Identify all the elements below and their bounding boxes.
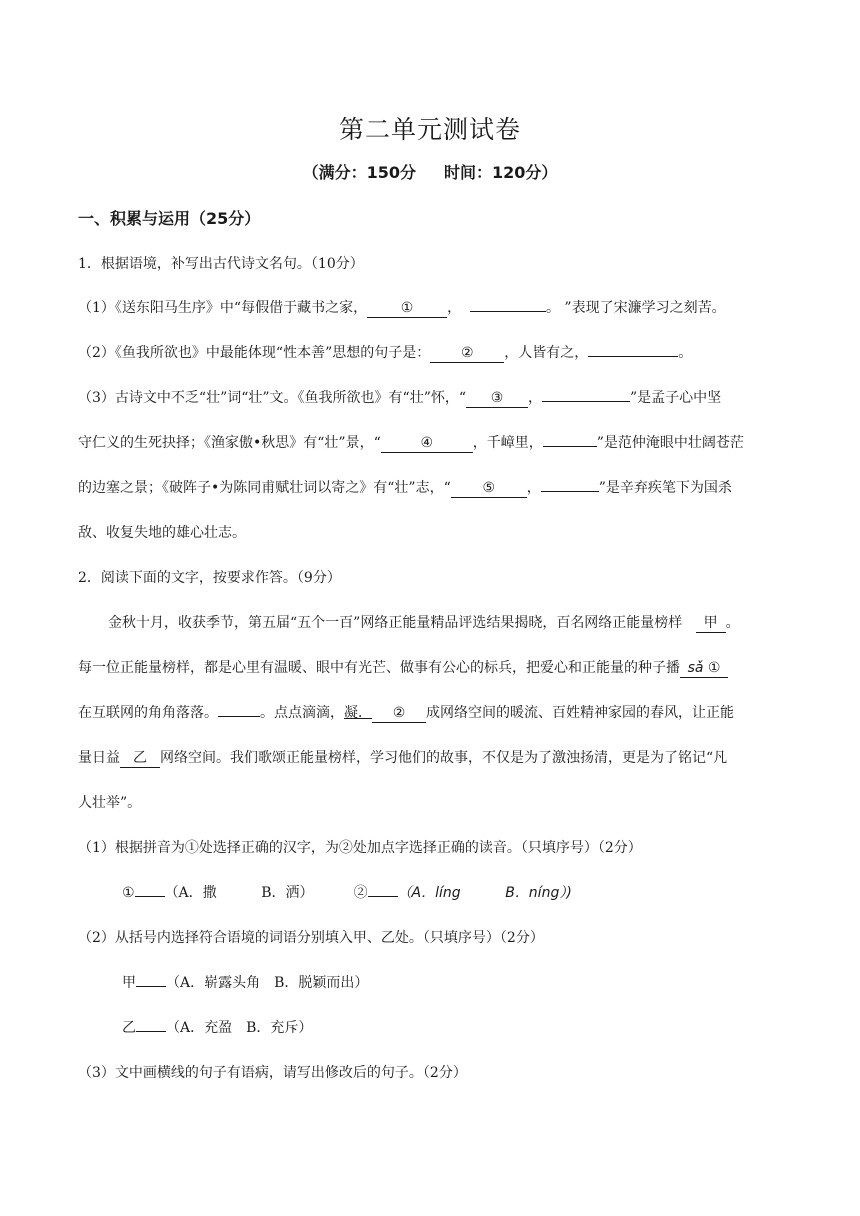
answer-blank-jia[interactable]: 甲 [696,615,726,633]
passage-line4: 量日益 乙 网络空间。我们歌颂正能量榜样，学习他们的故事，不仅是为了激浊扬清，更是为了铭记“凡 [78,750,728,766]
answer-blank[interactable] [136,986,166,987]
answer-blank[interactable]: ② [430,345,504,363]
answer-blank[interactable]: ④ [381,435,473,453]
q1-part1: （1）《送东阳马生序》中“每假借于藏书之家， ① ， 。 ”表现了宋濂学习之刻苦。 [78,300,726,316]
passage-line3: 在互联网的角角落落。 。点点滴滴，凝． ② 成网络空间的暖流、百姓精神家园的春风，让正能 [78,705,734,721]
passage-line5: 人壮举”。 [78,795,142,811]
q1-part2: （2）《鱼我所欲也》中最能体现“性本善”思想的句子是： ② ，人皆有之， 。 [78,345,693,361]
passage-line1: 金秋十月，收获季节，第五届“五个一百”网络正能量精品评选结果揭晓，百名网络正能量榜样 甲 。 [108,615,740,631]
answer-blank[interactable]: ① [367,300,447,318]
q1-heading: 1．根据语境，补写出古代诗文名句。（10分） [78,256,364,272]
full-score: （满分：150分 [302,163,416,182]
answer-blank[interactable] [543,446,597,447]
answer-blank[interactable] [135,896,165,897]
answer-blank[interactable] [136,1031,166,1032]
answer-blank[interactable] [470,311,546,312]
answer-blank[interactable] [541,491,599,492]
answer-blank[interactable]: ② [372,705,426,723]
q1-part3-line1: （3）古诗文中不乏“壮”词“壮”文。《鱼我所欲也》有“壮”怀，“ ③ ， ”是孟子心中坚 [78,390,722,406]
q2-sub2-yi: 乙 （A．充盈 B．充斥） [122,1020,313,1036]
q1-part3-line4: 敌、收复失地的雄心壮志。 [78,525,246,541]
q2-sub1-heading: （1）根据拼音为①处选择正确的汉字，为②处加点字选择正确的读音。（只填序号）（2分） [78,840,642,856]
q2-sub2-jia: 甲 （A．崭露头角 B．脱颖而出） [122,975,369,991]
answer-blank[interactable] [368,896,398,897]
q2-sub1-options: ① （A．撒 B．洒） ② （A．líng B．níng）) [122,885,572,901]
q2-sub2-heading: （2）从括号内选择符合语境的词语分别填入甲、乙处。（只填序号）（2分） [78,930,544,946]
answer-blank-yi[interactable]: 乙 [120,750,160,768]
underlined-sentence-blank[interactable] [218,716,260,717]
answer-blank[interactable] [542,401,630,402]
time-limit: 时间：120分） [444,163,558,182]
score-time-line [0,160,860,183]
section-heading: 一、积累与运用（25分） [78,209,261,228]
q1-part3-line3: 的边塞之景；《破阵子•为陈同甫赋壮词以寄之》有“壮”志，“ ⑤ ， ”是辛弃疾笔下为国杀 [78,480,732,496]
page-title: 第二单元测试卷 [338,115,521,144]
q2-sub3-heading: （3）文中画横线的句子有语病，请写出修改后的句子。（2分） [78,1065,467,1081]
answer-blank[interactable] [588,356,678,357]
answer-blank[interactable]: ③ [466,390,528,408]
q2-heading: 2．阅读下面的文字，按要求作答。（9分） [78,570,341,586]
q1-part3-line2: 守仁义的生死抉择；《渔家傲•秋思》有“壮”景，“ ④ ，千嶂里， ”是范仲淹眼中壮阔苍茫 [78,435,744,451]
passage-line2: 每一位正能量榜样，都是心里有温暖、眼中有光芒、做事有公心的标兵，把爱心和正能量的种子播 sǎ ① [78,658,782,678]
pinyin-blank[interactable]: sǎ ① [680,660,728,678]
answer-blank[interactable]: ⑤ [451,480,527,498]
